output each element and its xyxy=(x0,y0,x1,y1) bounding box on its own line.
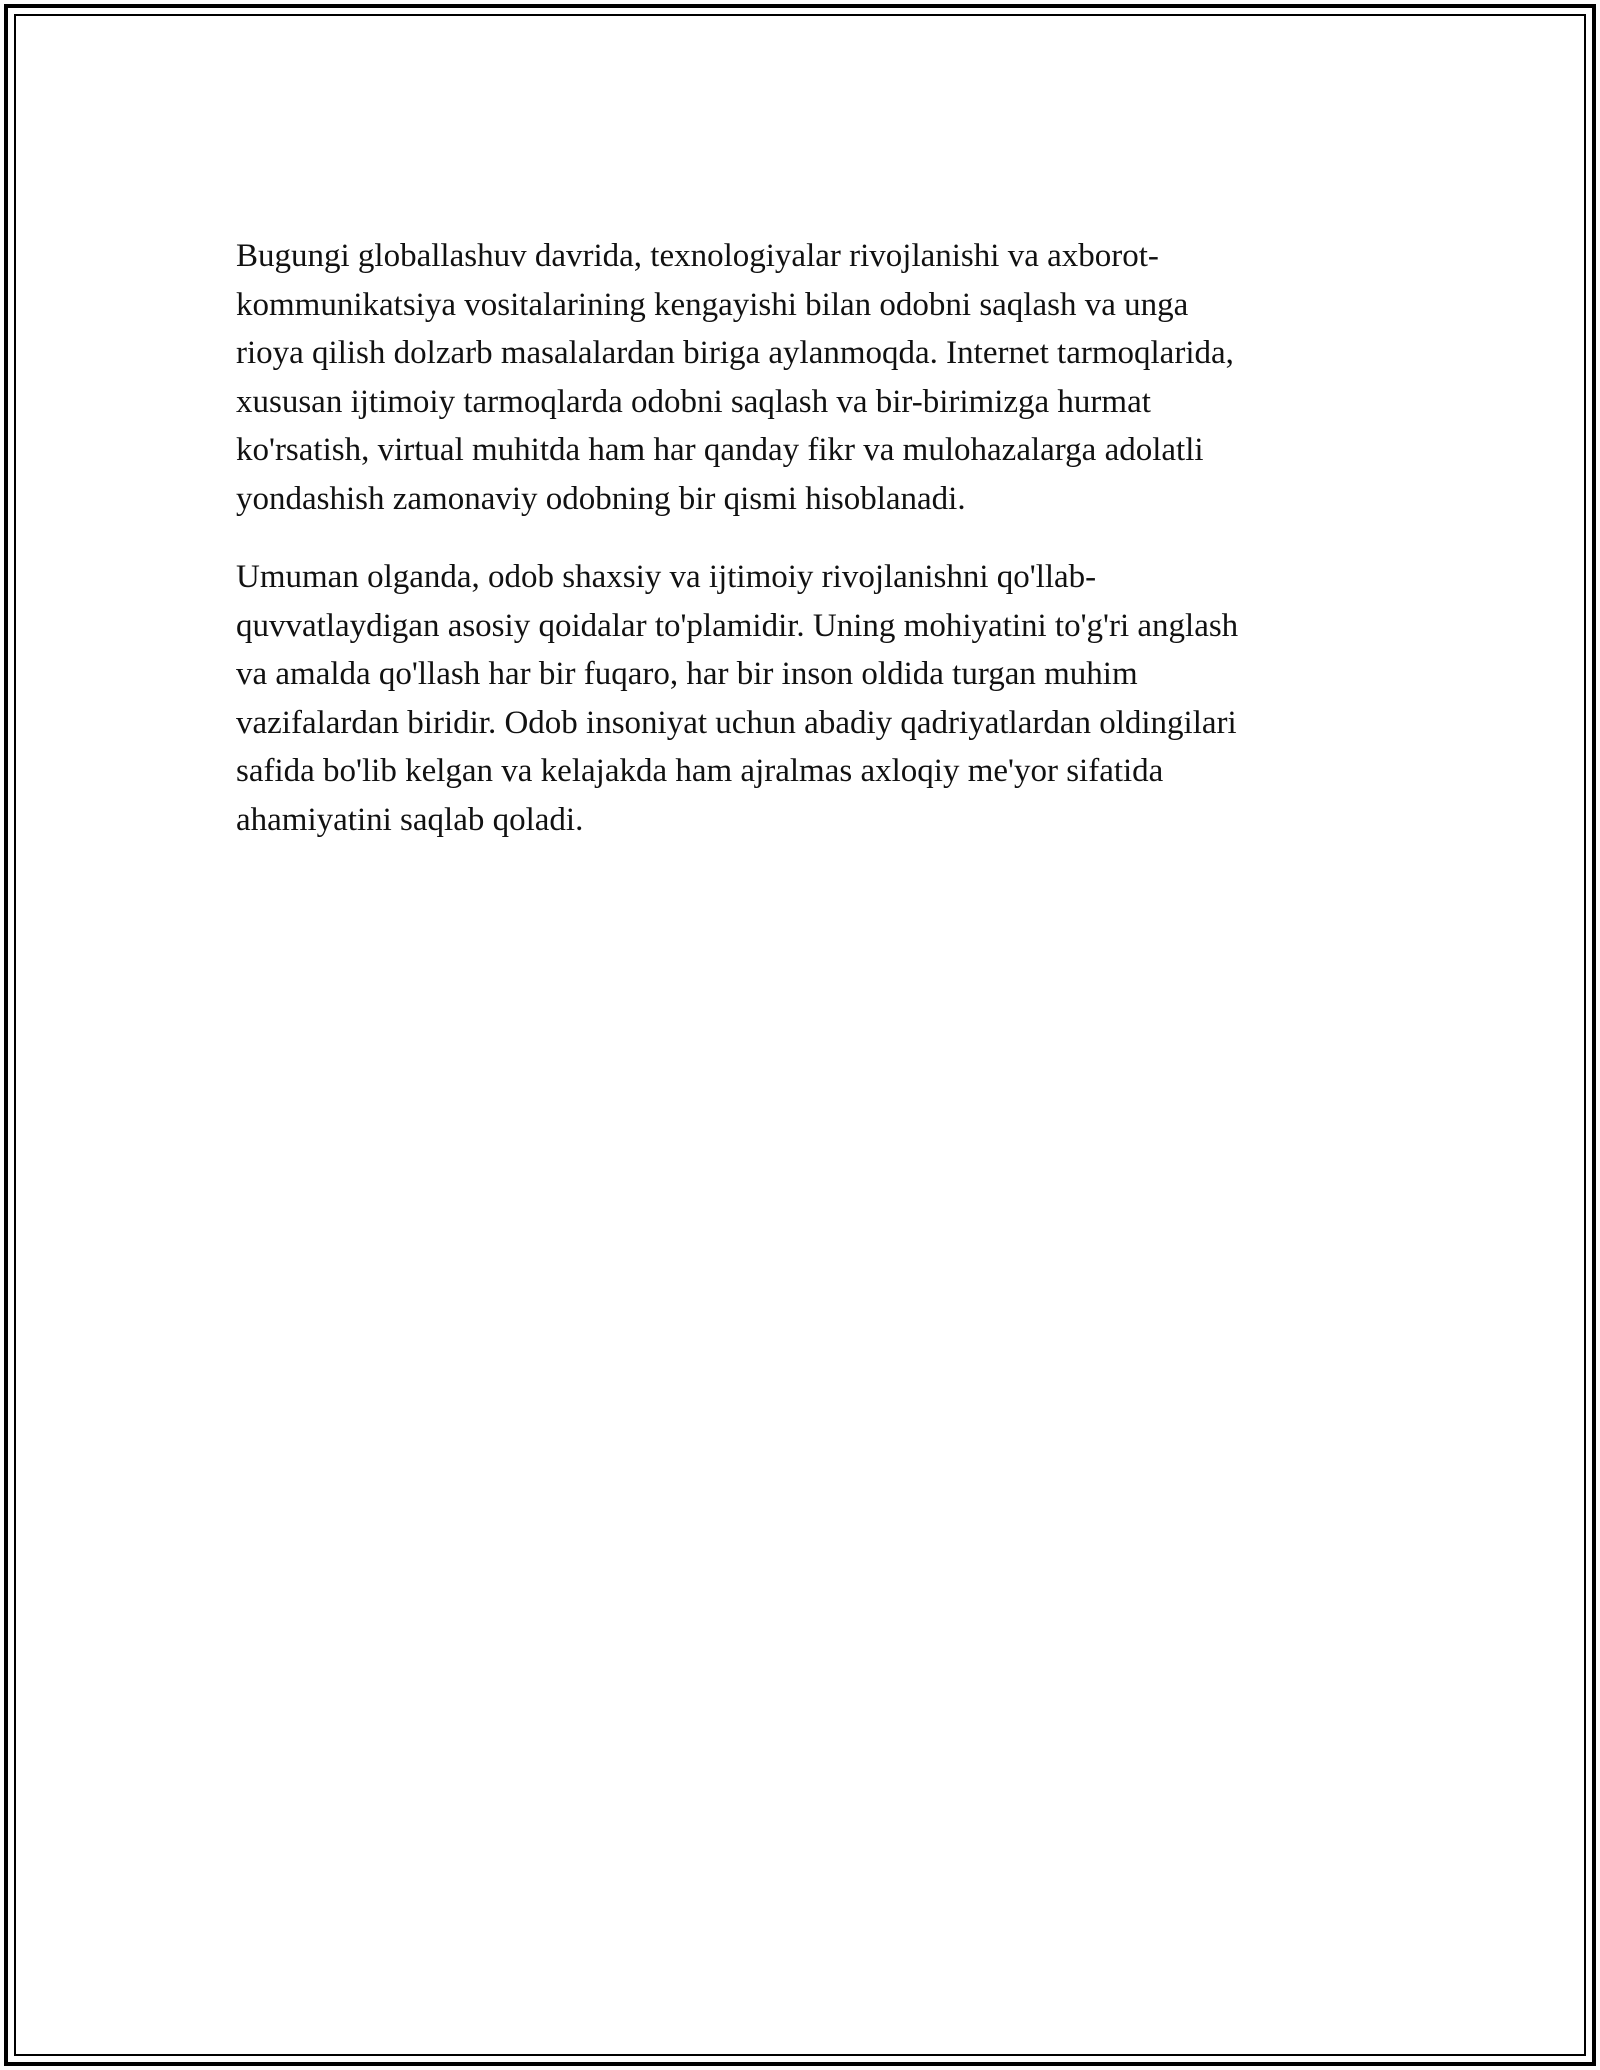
paragraph-line: kommunikatsiya vositalarining kengayishi bilan odobni saqlash va unga xyxy=(236,286,1189,323)
paragraph-line: rioya qilish dolzarb masalalardan biriga aylanmoqda. Internet tarmoqlarida, xyxy=(236,335,1234,371)
paragraph-line: safida bo'lib kelgan va kelajakda ham ajralmas axloqiy me'yor sifatida xyxy=(236,753,1164,789)
paragraph-line: yondashish zamonaviy odobning bir qismi hisoblanadi. xyxy=(236,480,966,517)
paragraph-line: quvvatlaydigan asosiy qoidalar to'plamidir. Uning mohiyatini to'g'ri anglash xyxy=(236,607,1239,644)
paragraph-line: Bugungi globallashuv davrida, texnologiyalar rivojlanishi va axborot- xyxy=(236,238,1159,274)
paragraph-line: vazifalardan biridir. Odob insoniyat uchun abadiy qadriyatlardan oldingilari xyxy=(236,704,1237,741)
paragraph-2 xyxy=(236,553,1366,844)
document-body xyxy=(236,232,1366,874)
paragraph-line: Umuman olganda, odob shaxsiy va ijtimoiy rivojlanishni qo'llab- xyxy=(236,559,1097,595)
paragraph-line: va amalda qo'llash har bir fuqaro, har bir inson oldida turgan muhim xyxy=(236,656,1138,692)
paragraph-line: ahamiyatini saqlab qoladi. xyxy=(236,801,584,838)
paragraph-1 xyxy=(236,232,1366,523)
paragraph-line: xususan ijtimoiy tarmoqlarda odobni saqlash va bir-birimizga hurmat xyxy=(236,383,1151,420)
paragraph-line: ko'rsatish, virtual muhitda ham har qanday fikr va mulohazalarga adolatli xyxy=(236,432,1204,468)
